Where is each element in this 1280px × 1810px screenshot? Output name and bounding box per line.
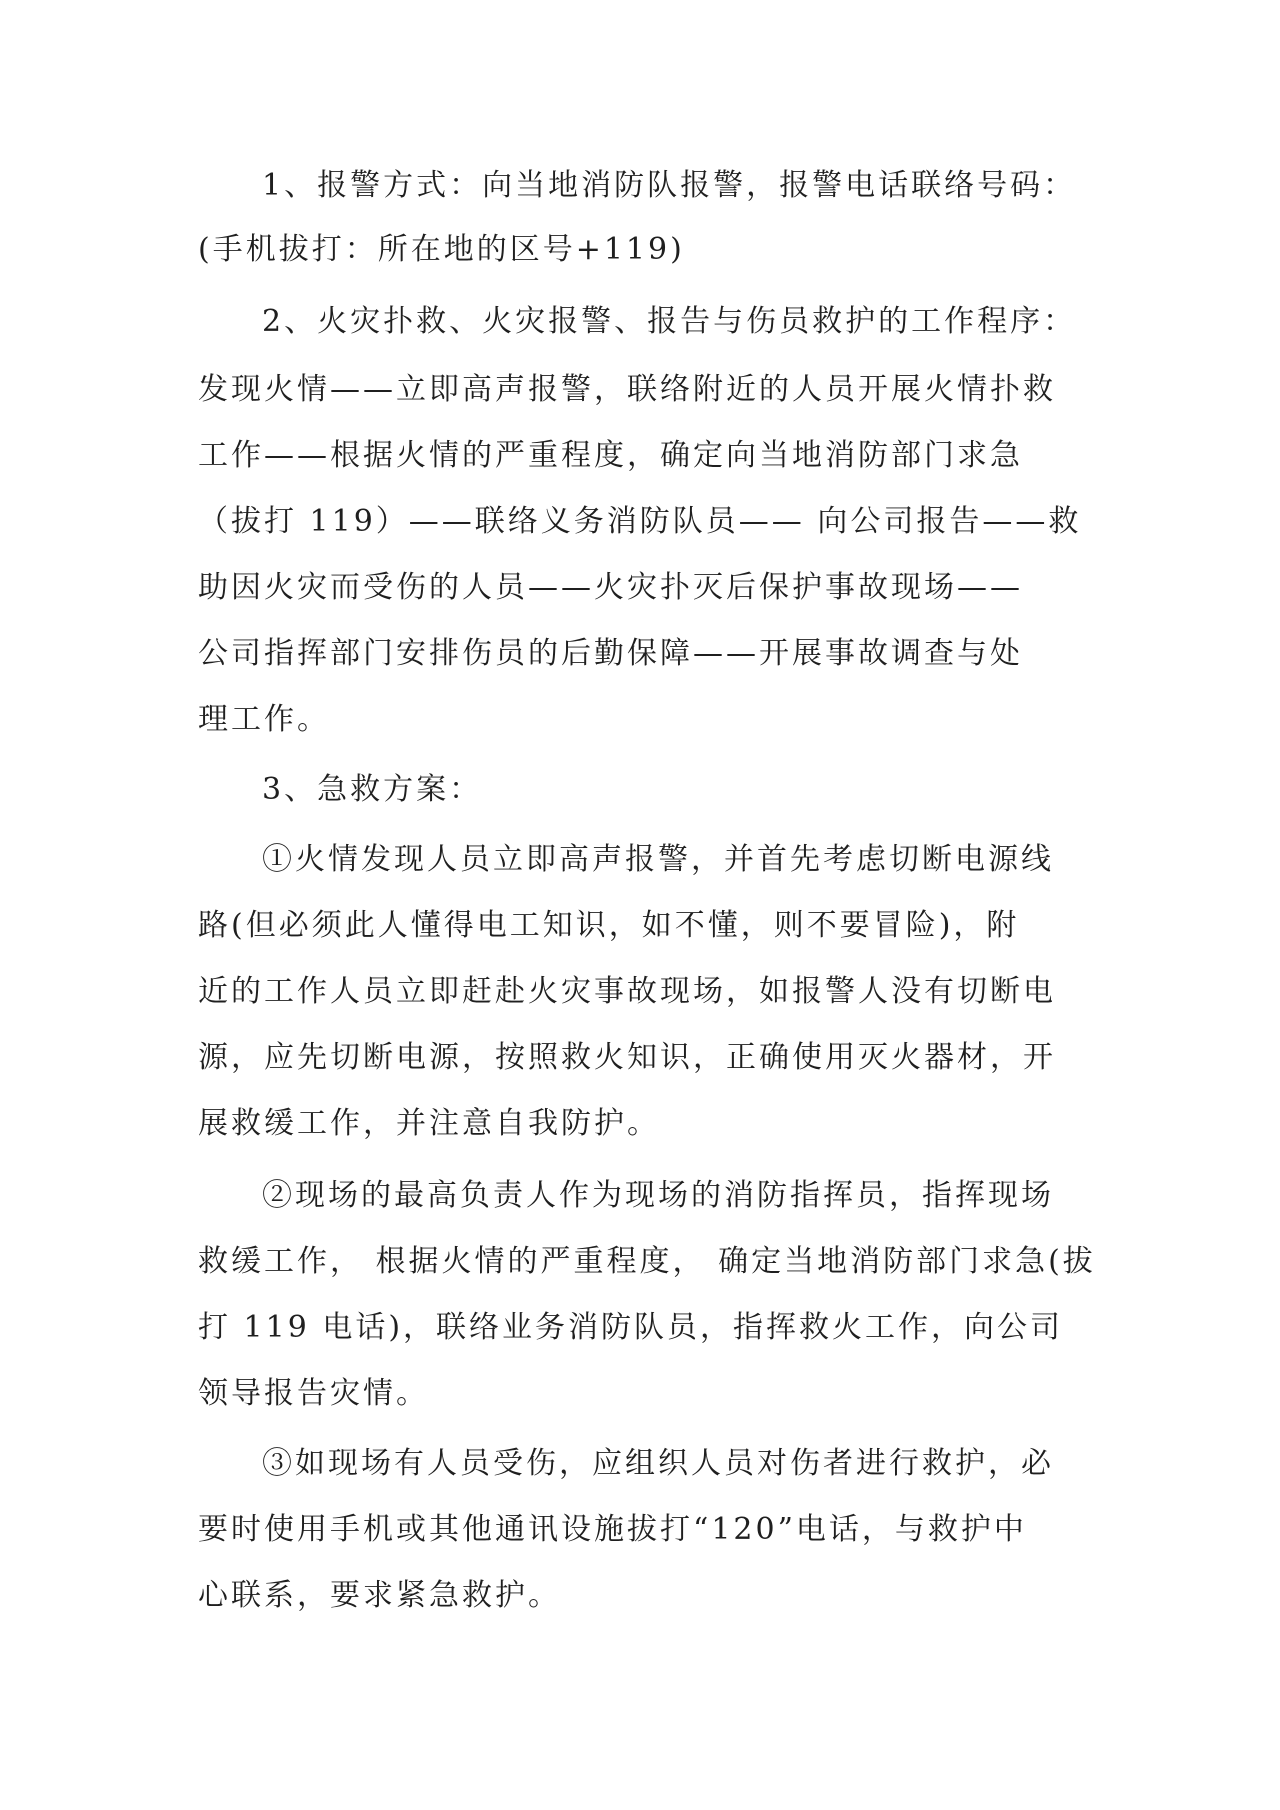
s3-item1-line2: 路(但必须此人懂得电工知识，如不懂，则不要冒险)，附 [198, 908, 1020, 943]
s3-item3-line1: ③如现场有人员受伤，应组织人员对伤者进行救护，必 [262, 1446, 1054, 1481]
s2-line5: 助因火灾而受伤的人员——火灾扑灭后保护事故现场—— [198, 570, 1023, 605]
s3-item3-line2: 要时使用手机或其他通讯设施拔打“120”电话，与救护中 [198, 1512, 1027, 1547]
s3-item2-line1: ②现场的最高负责人作为现场的消防指挥员，指挥现场 [262, 1178, 1054, 1213]
s3-heading: 3、急救方案： [262, 772, 483, 807]
s3-item3-line3: 心联系，要求紧急救护。 [198, 1578, 561, 1613]
s3-item2-line4: 领导报告灾情。 [198, 1376, 429, 1411]
s2-line1: 2、火灾扑救、火灾报警、报告与伤员救护的工作程序： [262, 304, 1077, 339]
s2-line6: 公司指挥部门安排伤员的后勤保障——开展事故调查与处 [198, 636, 1023, 671]
s1-line2: (手机拔打：所在地的区号+119) [198, 232, 685, 267]
s2-line3: 工作——根据火情的严重程度，确定向当地消防部门求急 [198, 438, 1023, 473]
s2-line2: 发现火情——立即高声报警，联络附近的人员开展火情扑救 [198, 372, 1056, 407]
s3-item2-line2: 救缓工作， 根据火情的严重程度， 确定当地消防部门求急(拔 [198, 1244, 1096, 1279]
s3-item1-line4: 源，应先切断电源，按照救火知识，正确使用灭火器材，开 [198, 1040, 1056, 1075]
s3-item1-line1: ①火情发现人员立即高声报警，并首先考虑切断电源线 [262, 842, 1054, 877]
s2-line4: （拔打 119）——联络义务消防队员—— 向公司报告——救 [198, 504, 1082, 539]
s2-line7: 理工作。 [198, 702, 330, 737]
s3-item2-line3: 打 119 电话)，联络业务消防队员，指挥救火工作，向公司 [198, 1310, 1064, 1345]
s3-item1-line5: 展救缓工作，并注意自我防护。 [198, 1106, 660, 1141]
s1-line1: 1、报警方式：向当地消防队报警，报警电话联络号码： [262, 168, 1077, 203]
s3-item1-line3: 近的工作人员立即赶赴火灾事故现场，如报警人没有切断电 [198, 974, 1056, 1009]
